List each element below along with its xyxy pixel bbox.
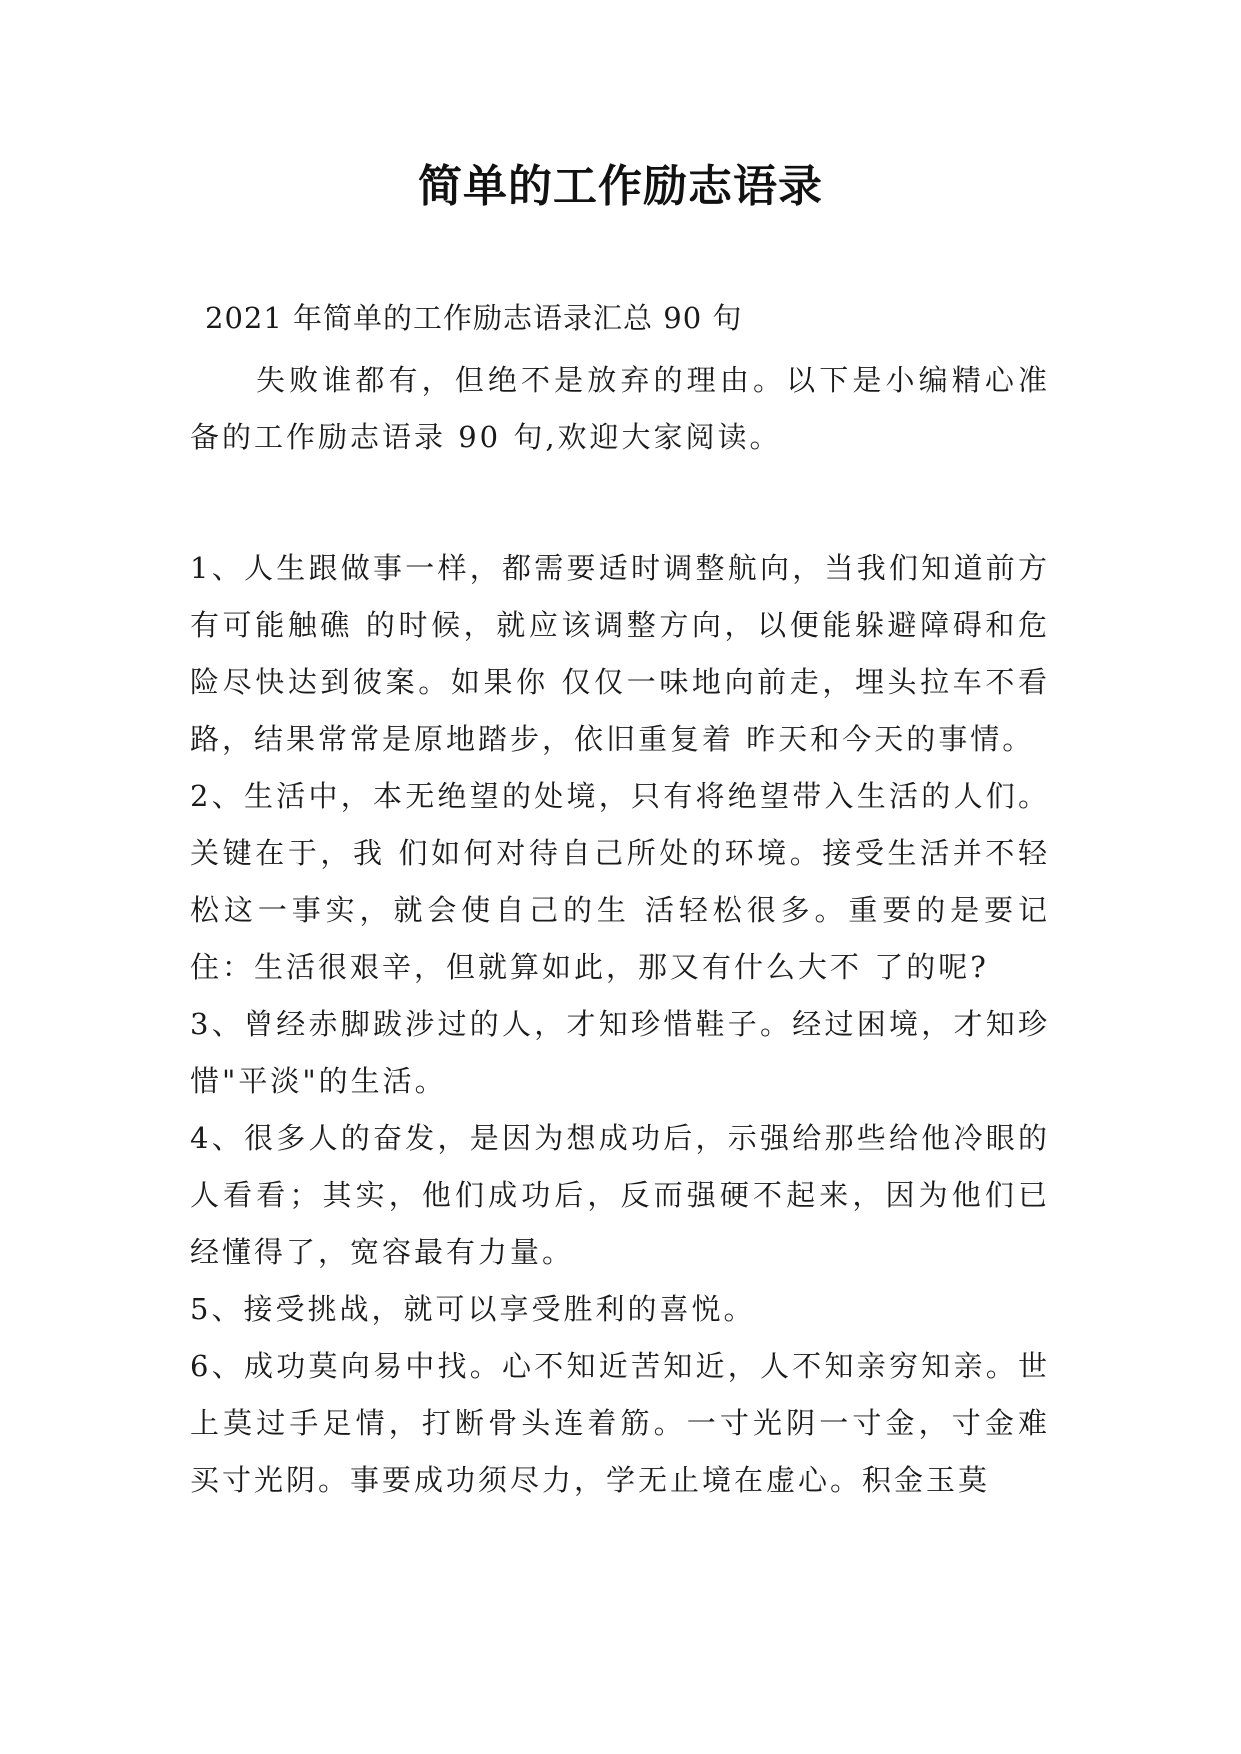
document-body <box>190 352 1050 1509</box>
document-title: 简单的工作励志语录 <box>418 161 823 212</box>
quote-paragraph-1: 1、人生跟做事一样，都需要适时调整航向，当我们知道前方有可能触礁 的时候，就应该调整方向，以便能躲避障碍和危险尽快达到彼案。如果你 仅仅一味地向前走，埋头拉车不看路，结果常常是原地踏步，依旧重复着 昨天和今天的事情。 <box>190 551 1050 756</box>
intro-paragraph: 失败谁都有，但绝不是放弃的理由。以下是小编精心准备的工作励志语录 90 句,欢迎大家阅读。 <box>190 363 1050 454</box>
quote-paragraph-3: 3、曾经赤脚跋涉过的人，才知珍惜鞋子。经过困境，才知珍惜"平淡"的生活。 <box>190 1007 1050 1098</box>
quote-paragraph-2: 2、生活中，本无绝望的处境，只有将绝望带入生活的人们。关键在于，我 们如何对待自己所处的环境。接受生活并不轻松这一事实，就会使自己的生 活轻松很多。重要的是要记住：生活很艰辛，但就算如此，那又有什么大不 了的呢? <box>190 779 1050 984</box>
quote-paragraph-6: 6、成功莫向易中找。心不知近苦知近，人不知亲穷知亲。世上莫过手足情，打断骨头连着筋。一寸光阴一寸金，寸金难买寸光阴。事要成功须尽力，学无止境在虚心。积金玉莫 <box>190 1349 1050 1497</box>
quote-paragraph-4: 4、很多人的奋发，是因为想成功后，示强给那些给他冷眼的人看看；其实，他们成功后，反而强硬不起来，因为他们已经懂得了，宽容最有力量。 <box>190 1121 1050 1269</box>
quote-paragraph-5: 5、接受挑战，就可以享受胜利的喜悦。 <box>190 1292 756 1326</box>
document-subtitle: 2021 年简单的工作励志语录汇总 90 句 <box>205 301 743 335</box>
paragraph-spacer <box>190 466 1050 540</box>
